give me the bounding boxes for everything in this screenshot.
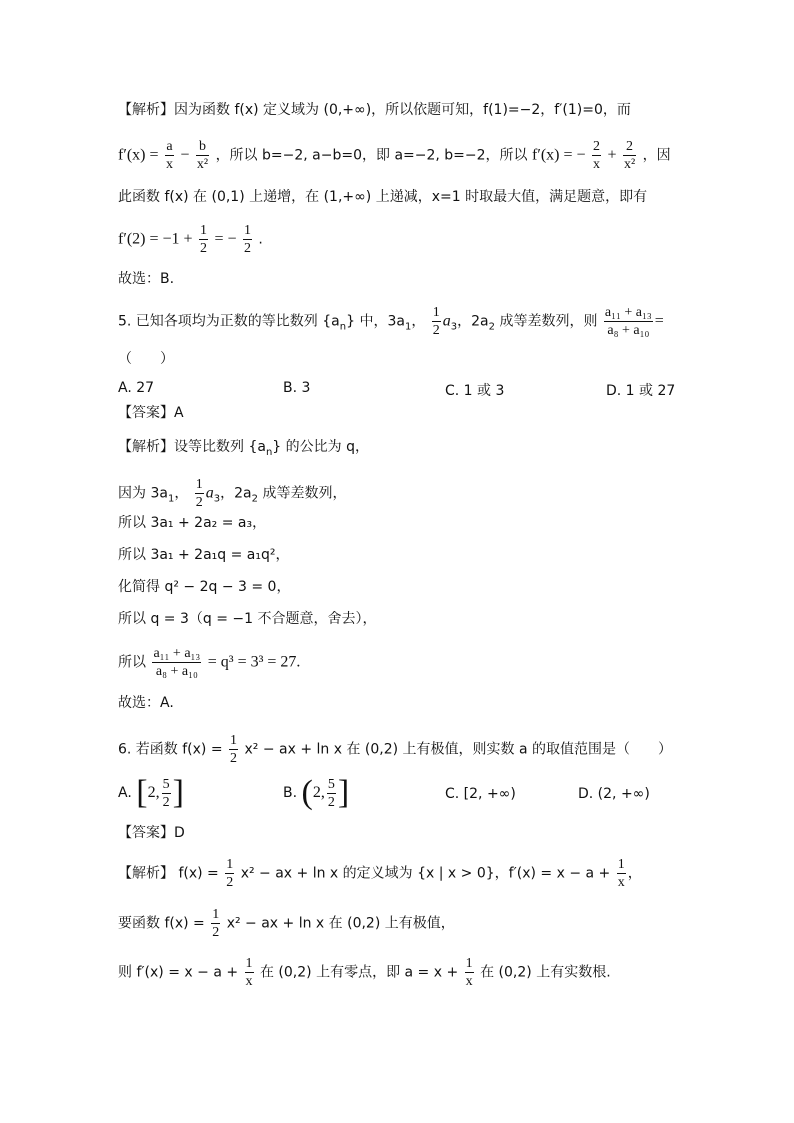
q5-sol2-a: 因为 3a [118, 485, 168, 502]
q5-sol1: 【解析】设等比数列 $\{a_n\}$ 的公比为 q， [118, 439, 369, 458]
p4-line2: f′(x) = $\frac{a}{x}$ − $\frac{b}{\text{x²}}$ ，所以 b=−2, a−b=0，即 a=−2, b=−2，所以 f′(x) = − $\frac{2}{x}$ + $\frac{2}{\text{x²}}$ ，因 [118, 139, 671, 172]
q5-sol6: 所以 q = 3（q = −1 不合题意，舍去）， [118, 611, 377, 627]
q6-sol1-b: x² − ax + ln x 的定义域为 {x | x > 0}，f′(x) = x − a + [240, 865, 611, 882]
q6-sol3-c: 在 (0,2) 上有实数根. [480, 964, 611, 981]
q6-option-a: A. [2, $\frac{5}{2}$ ] [118, 774, 184, 811]
q6-sol3 [118, 955, 611, 990]
fprime-label: f′(x) = [118, 146, 159, 164]
q6-b-frac: $\frac{5}{2}$ [327, 776, 335, 810]
q5-option-c: C. 1 或 3 [445, 383, 505, 399]
q6-option-a-label: A. [118, 785, 132, 801]
q5-sol1-b: } 的公比为 q， [272, 439, 369, 455]
q6-sol3-1x-b: $\frac{1}{x}$ [465, 956, 473, 989]
frac-1-over-2: $\frac{1}{2}$ [200, 223, 208, 256]
q6-sol3-b: 在 (0,2) 上有零点，即 a = x + [259, 964, 459, 981]
q5-sol7-ratio: $\frac{\text{a₁₁ + a₁₃}}{\text{a₈ + a₁₀}}$ [153, 646, 201, 679]
q5-option-d: D. 1 或 27 [606, 383, 676, 399]
q6-option-d: D. (2, +∞) [578, 786, 650, 802]
q6-sol3-a: 则 f′(x) = x − a + [118, 964, 239, 981]
q5-answer: 【答案】A [118, 405, 184, 421]
q5-sol3: 所以 3a₁ + 2a₂ = a₃， [118, 515, 267, 531]
q6-b-2: 2, [312, 784, 325, 801]
q6-sol1-c: ， [627, 865, 642, 882]
frac-a-over-x: $\frac{a}{x}$ [165, 139, 173, 172]
q5-stem-b: } 中，3a [346, 313, 405, 330]
q6-stem-a: 6. 若函数 f(x) = [118, 741, 223, 758]
q5-stem-c: ，2a [457, 313, 489, 330]
q5-ratio: $\frac{\text{a₁₁ + a₁₃}}{\text{a₈ + a₁₀}}$ [604, 305, 652, 338]
q6-sol1 [118, 856, 642, 891]
p4-line2-text: ，所以 b=−2, a−b=0，即 a=−2, b=−2，所以 [215, 147, 528, 164]
q5-pick: 故选：A. [118, 695, 174, 711]
q5-sol7-a: 所以 [118, 654, 146, 671]
frac-2-over-x2: $\frac{2}{\text{x²}}$ [623, 139, 636, 172]
q5-sol5: 化简得 q² − 2q − 3 = 0， [118, 579, 291, 595]
q6-sol3-1x: $\frac{1}{x}$ [245, 956, 253, 989]
q6-option-b: B. (2, $\frac{5}{2}$ ] [283, 774, 350, 811]
q5-sol2-half: $\frac{1}{2}$ [195, 477, 203, 510]
q5-half: $\frac{1}{2}$ [432, 305, 440, 338]
q6-sol2 [118, 906, 455, 941]
q5-stem-d: 成等差数列，则 [495, 313, 598, 330]
q6-stem [118, 732, 672, 767]
q6-sol1-half: $\frac{1}{2}$ [226, 857, 234, 890]
p4-line1: 【解析】因为函数 f(x) 定义域为 (0,+∞)，所以依题可知，f(1)=−2，f′(1)=0，而 [118, 102, 631, 118]
q5-stem-a: 5. 已知各项均为正数的等比数列 {a [118, 313, 340, 330]
q5-paren: （ ） [118, 351, 174, 367]
q5-sol2-c: 成等差数列， [258, 485, 347, 502]
q5-option-a: A. 27 [118, 380, 155, 396]
q6-answer: 【答案】D [118, 825, 185, 841]
q5-sol7 [118, 645, 300, 680]
fprime-label-2: f′(x) = − [532, 146, 586, 164]
q5-sol1-a: 【解析】设等比数列 {a [118, 439, 266, 455]
q6-sol1-1x: $\frac{1}{x}$ [617, 857, 625, 890]
q5-sol4: 所以 3a₁ + 2a₁q = a₁q²， [118, 547, 290, 563]
frac-2-over-x: $\frac{2}{x}$ [593, 139, 600, 172]
q6-option-c: C. [2, +∞) [445, 786, 516, 802]
q6-a-2: 2, [147, 784, 160, 801]
q6-sol2-half: $\frac{1}{2}$ [212, 907, 220, 940]
p4-line3: 此函数 f(x) 在 (0,1) 上递增，在 (1,+∞) 上递减，x=1 时取最大值，满足题意，即有 [118, 189, 648, 205]
f2-label: f′(2) = −1 + [118, 230, 193, 248]
q5-option-b: B. 3 [283, 380, 311, 396]
q5-stem: 5. 已知各项均为正数的等比数列 $\{a_n\}$ 中，$3a_1$， $\frac{1}{2}$ $a_3$，$2a_2$ 成等差数列，则 $\frac{\text{a₁₁ + a₁₃}}{\text{a₈ + a₁₀}}$ = [118, 305, 664, 338]
q5-sol7-b: = q³ = 3³ = 27. [207, 653, 301, 671]
frac-b-over-x2: $\frac{b}{\text{x²}}$ [196, 139, 209, 172]
f2-eq: = − [214, 230, 237, 248]
f2-dot: . [258, 231, 263, 248]
q6-stem-b: x² − ax + ln x 在 (0,2) 上有极值，则实数 a 的取值范围是（ ） [244, 741, 673, 758]
q6-option-b-label: B. [283, 785, 298, 801]
frac-1-over-2-b: $\frac{1}{2}$ [243, 223, 251, 256]
q5-sol2: 因为 $3a_1$， $\frac{1}{2}$ $a_3$，$2a_2$ 成等差数列， [118, 477, 347, 510]
p4-choice: 故选：B. [118, 271, 175, 287]
q6-sol2-b: x² − ax + ln x 在 (0,2) 上有极值， [226, 915, 455, 932]
q6-sol2-a: 要函数 f(x) = [118, 915, 205, 932]
q6-half: $\frac{1}{2}$ [230, 733, 238, 766]
p4-line2-end: ，因 [642, 147, 671, 164]
q6-a-frac: $\frac{5}{2}$ [162, 776, 170, 810]
q6-sol1-a: 【解析】 f(x) = [118, 865, 219, 882]
q5-sol2-b: ，2a [220, 485, 252, 502]
p4-line4 [118, 222, 263, 257]
